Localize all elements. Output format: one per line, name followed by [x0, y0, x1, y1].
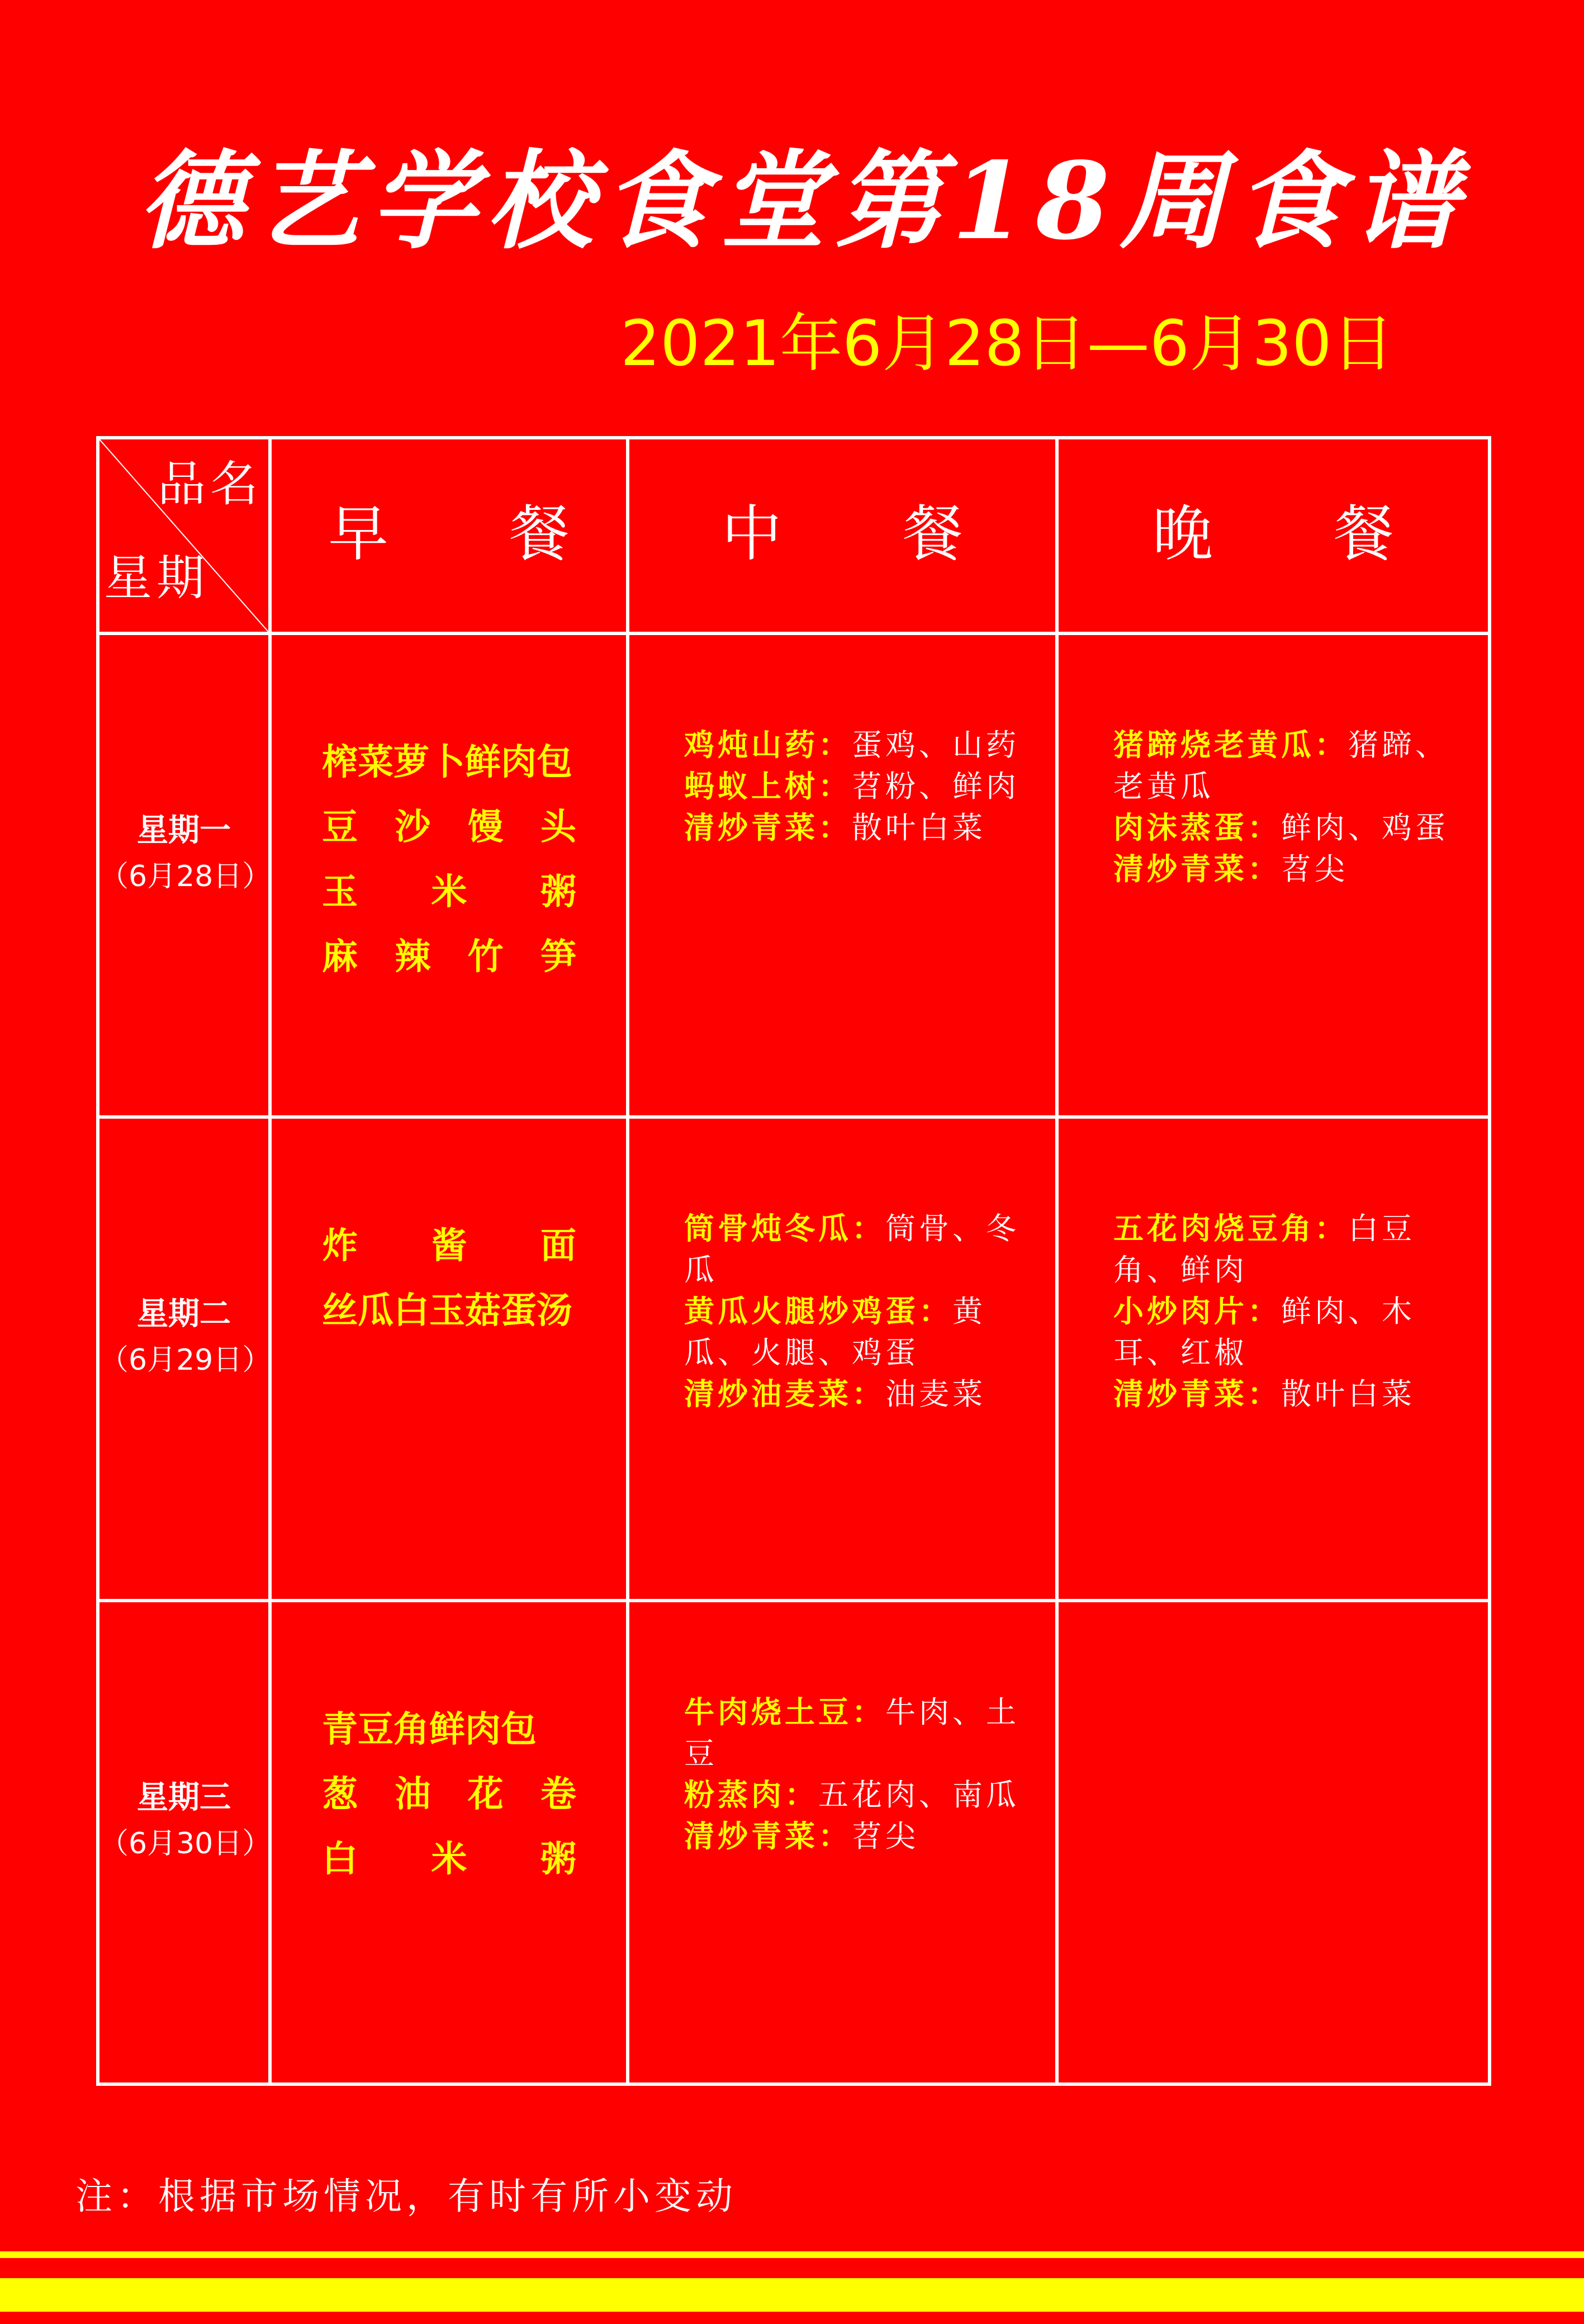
breakfast-text: 酱	[431, 1225, 467, 1267]
breakfast-text: 青豆角鲜肉包	[322, 1709, 537, 1750]
breakfast-item	[322, 730, 576, 795]
dish-entry	[1113, 1291, 1454, 1374]
breakfast-text: 竹	[467, 936, 504, 978]
dish-name: 小炒肉片：	[1113, 1294, 1281, 1329]
dish-ingredients: 散叶白菜	[1281, 1376, 1415, 1412]
dish-ingredients: 蛋鸡、山药	[852, 727, 1019, 763]
lunch-dish-list	[629, 1119, 1055, 1415]
breakfast-item	[322, 1279, 576, 1343]
meal-header-label: 早 餐	[328, 499, 570, 569]
dish-entry	[684, 766, 1022, 807]
breakfast-text: 面	[540, 1225, 576, 1267]
dish-name: 清炒青菜：	[1113, 1376, 1281, 1412]
breakfast-text: 笋	[540, 936, 576, 978]
dish-name: 牛肉烧土豆：	[684, 1695, 885, 1730]
breakfast-text: 米	[431, 1839, 467, 1880]
menu-table	[96, 436, 1491, 2086]
dish-ingredients: 苕尖	[852, 1819, 919, 1854]
dish-name: 筒骨炖冬瓜：	[684, 1211, 885, 1246]
dish-entry	[1113, 849, 1454, 890]
breakfast-text: 炸	[322, 1225, 358, 1267]
breakfast-text: 馒	[467, 807, 504, 848]
dish-name: 清炒青菜：	[684, 1819, 852, 1854]
breakfast-text: 卷	[540, 1774, 576, 1815]
header-dinner	[1057, 438, 1490, 633]
dish-ingredients: 猪蹄、老黄瓜	[1113, 727, 1449, 804]
corner-cell	[98, 438, 270, 633]
dish-ingredients: 苕粉、鲜肉	[852, 769, 1019, 804]
dinner-cell	[1057, 633, 1490, 1117]
dish-name: 黄瓜火腿炒鸡蛋：	[684, 1294, 952, 1329]
dinner-dish-list	[1059, 1119, 1488, 1415]
lunch-cell	[628, 633, 1057, 1117]
dish-name: 清炒青菜：	[1113, 851, 1281, 887]
breakfast-text: 玉	[322, 872, 358, 913]
day-name: 星期一	[137, 812, 231, 849]
page-title: 德艺学校食堂第18周食谱	[137, 139, 1469, 263]
dish-ingredients: 黄瓜、火腿、鸡蛋	[684, 1294, 986, 1370]
breakfast-text: 豆	[322, 807, 358, 848]
footer-note: 注：根据市场情况，有时有所小变动	[75, 2175, 737, 2218]
dish-ingredients: 筒骨、冬瓜	[684, 1211, 1019, 1288]
dinner-dish-list	[1059, 1602, 1488, 1692]
day-cell	[98, 633, 270, 1117]
breakfast-item	[322, 860, 576, 925]
lunch-dish-list	[629, 635, 1055, 849]
dish-ingredients: 白豆角、鲜肉	[1113, 1211, 1415, 1288]
breakfast-cell	[270, 1117, 628, 1601]
dish-name: 肉沫蒸蛋：	[1113, 810, 1281, 845]
dish-entry	[684, 1692, 1022, 1774]
breakfast-cell	[270, 633, 628, 1117]
breakfast-text: 头	[540, 807, 576, 848]
lunch-cell	[628, 1601, 1057, 2084]
dinner-dish-list	[1059, 635, 1488, 890]
dish-entry	[684, 1774, 1022, 1816]
breakfast-text: 白	[322, 1839, 358, 1880]
dish-ingredients: 油麦菜	[885, 1376, 986, 1412]
breakfast-item	[322, 1697, 576, 1762]
day-row	[98, 1601, 1490, 2084]
breakfast-item	[322, 795, 576, 860]
dish-name: 五花肉烧豆角：	[1113, 1211, 1348, 1246]
header-lunch	[628, 438, 1057, 633]
lunch-dish-list	[629, 1602, 1055, 1857]
dish-entry	[684, 1816, 1022, 1857]
dish-ingredients: 苕尖	[1281, 851, 1348, 887]
dish-name: 清炒油麦菜：	[684, 1376, 885, 1412]
breakfast-text: 麻	[322, 936, 358, 978]
breakfast-text: 米	[431, 872, 467, 913]
meal-header-label: 中 餐	[721, 499, 963, 569]
breakfast-text: 沙	[395, 807, 431, 848]
dish-ingredients: 鲜肉、鸡蛋	[1281, 810, 1449, 845]
dish-name: 猪蹄烧老黄瓜：	[1113, 727, 1348, 763]
lunch-cell	[628, 1117, 1057, 1601]
date-range: 2021年6月28日—6月30日	[620, 307, 1395, 380]
day-date: （6月28日）	[99, 860, 272, 893]
day-date: （6月30日）	[99, 1827, 272, 1861]
breakfast-cell	[270, 1601, 628, 2084]
dish-entry	[684, 1208, 1022, 1291]
breakfast-text: 花	[467, 1774, 504, 1815]
dish-entry	[684, 1291, 1022, 1374]
dish-ingredients: 五花肉、南瓜	[818, 1777, 1019, 1812]
header-breakfast	[270, 438, 628, 633]
breakfast-list	[272, 1119, 626, 1343]
breakfast-text: 葱	[322, 1774, 358, 1815]
breakfast-item	[322, 1214, 576, 1279]
bottom-stripe	[0, 2278, 1584, 2312]
dish-ingredients: 牛肉、土豆	[684, 1695, 1019, 1771]
day-row	[98, 1117, 1490, 1601]
breakfast-item	[322, 925, 576, 990]
breakfast-text: 粥	[540, 1839, 576, 1880]
header-row	[98, 438, 1490, 633]
breakfast-text: 粥	[540, 872, 576, 913]
dish-entry	[684, 807, 1022, 849]
breakfast-list	[272, 635, 626, 990]
corner-label-weekday: 星期	[104, 550, 209, 606]
day-date: （6月29日）	[99, 1343, 272, 1377]
day-cell	[98, 1601, 270, 2084]
breakfast-list	[272, 1602, 626, 1892]
breakfast-item	[322, 1827, 576, 1892]
breakfast-text: 榨菜萝卜鲜肉包	[322, 742, 572, 783]
day-name: 星期二	[137, 1296, 231, 1332]
dinner-cell	[1057, 1117, 1490, 1601]
day-row	[98, 633, 1490, 1117]
dish-name: 清炒青菜：	[684, 810, 852, 845]
dish-name: 鸡炖山药：	[684, 727, 852, 763]
dish-entry	[684, 1374, 1022, 1415]
day-cell	[98, 1117, 270, 1601]
breakfast-text: 油	[395, 1774, 431, 1815]
dish-entry	[1113, 807, 1454, 849]
dish-entry	[1113, 725, 1454, 807]
breakfast-text: 丝瓜白玉菇蛋汤	[322, 1290, 572, 1332]
dish-name: 蚂蚁上树：	[684, 769, 852, 804]
bottom-stripe	[0, 2251, 1584, 2258]
dish-entry	[1113, 1208, 1454, 1291]
corner-label-dish: 品名	[158, 456, 263, 512]
dish-ingredients: 散叶白菜	[852, 810, 986, 845]
dish-entry	[684, 725, 1022, 766]
dish-ingredients: 鲜肉、木耳、红椒	[1113, 1294, 1415, 1370]
dish-name: 粉蒸肉：	[684, 1777, 818, 1812]
day-name: 星期三	[137, 1779, 231, 1816]
dinner-cell	[1057, 1601, 1490, 2084]
dish-entry	[1113, 1374, 1454, 1415]
breakfast-text: 辣	[395, 936, 431, 978]
meal-header-label: 晚 餐	[1152, 499, 1394, 569]
breakfast-item	[322, 1762, 576, 1827]
